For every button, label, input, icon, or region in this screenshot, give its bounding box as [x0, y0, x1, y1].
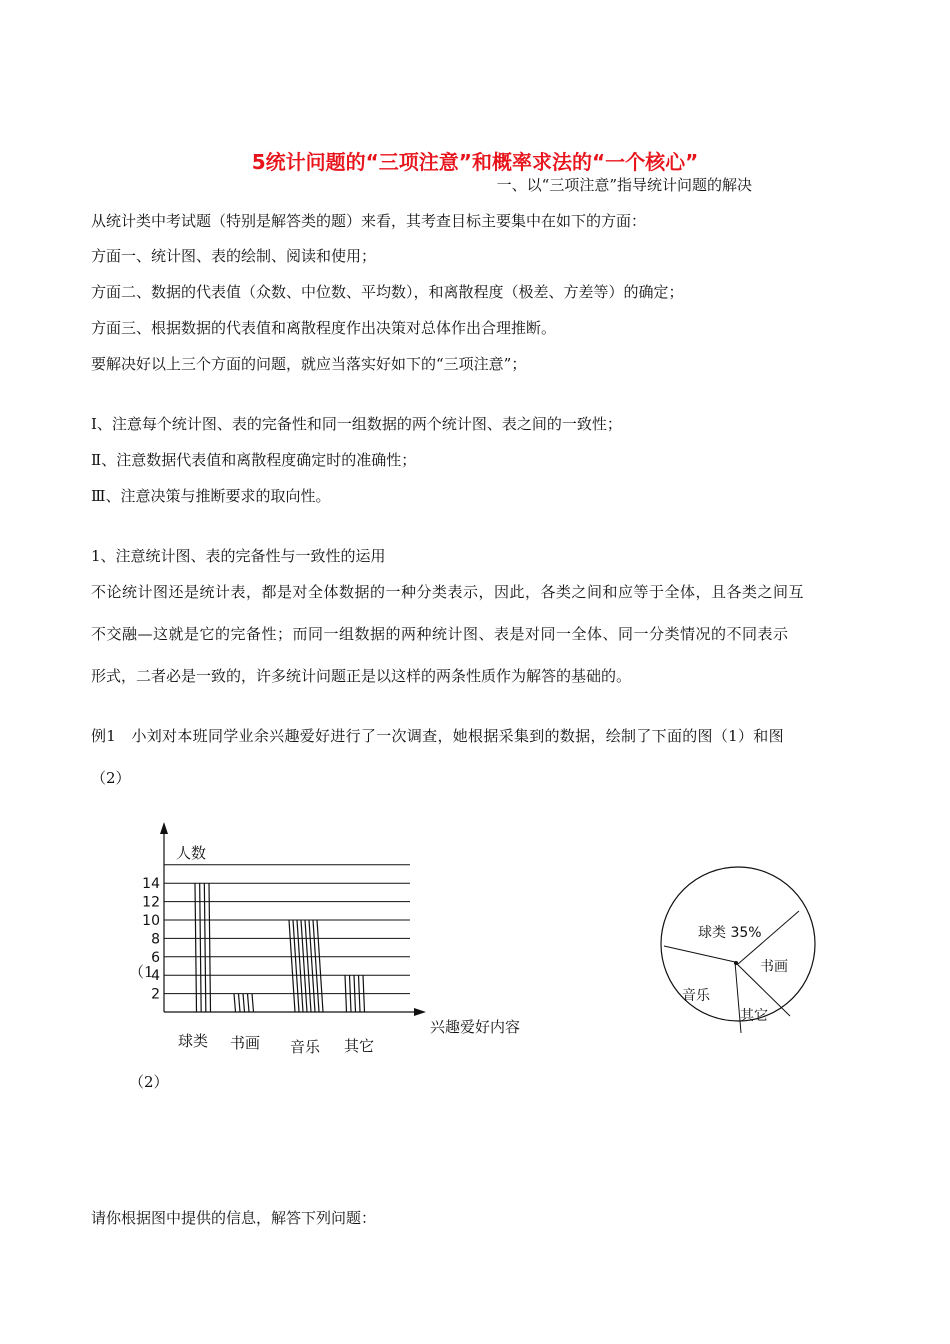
numbered-item: Ⅲ、注意决策与推断要求的取向性。 [91, 487, 331, 505]
paragraph: 方面一、统计图、表的绘制、阅读和使用； [91, 247, 377, 265]
y-axis-label: 人数 [176, 844, 207, 862]
bar-stroke [359, 975, 361, 1012]
x-category-label: 书画 [230, 1034, 261, 1052]
y-tick-labels [142, 876, 160, 1002]
y-tick-label: 14 [142, 876, 160, 893]
x-category-label: 音乐 [290, 1038, 321, 1056]
figure-label: （1 [129, 963, 154, 981]
paragraph: 不论统计图还是统计表，都是对全体数据的一种分类表示，因此，各类之间和应等于全体，且各类之间互 [91, 583, 805, 601]
y-tick-label: 2 [151, 986, 160, 1003]
x-category-label: 球类 [178, 1032, 209, 1050]
y-tick-label: 8 [151, 931, 160, 948]
bar [234, 994, 254, 1012]
question-text: 请你根据图中提供的信息，解答下列问题： [91, 1209, 377, 1227]
example-text: 例1 小刘对本班同学业余兴趣爱好进行了一次调查，她根据采集到的数据，绘制了下面的图（1）和图 [91, 727, 784, 745]
y-tick-label: 6 [151, 949, 160, 966]
paragraph: 要解决好以上三个方面的问题，就应当落实好如下的“三项注意”； [91, 355, 527, 373]
x-category-label: 其它 [344, 1037, 375, 1055]
bar-stroke [195, 883, 197, 1012]
x-axis-label: 兴趣爱好内容 [430, 1018, 521, 1036]
paragraph: 形式，二者必是一致的，许多统计问题正是以这样的两条性质作为解答的基础的。 [91, 667, 632, 685]
pie-label-sports: 球类 35% [698, 925, 762, 941]
y-axis-arrow [160, 822, 168, 834]
bar-stroke [200, 883, 202, 1012]
bar-stroke [248, 994, 250, 1012]
bar-stroke [252, 994, 254, 1012]
x-category-labels [178, 1032, 374, 1056]
bar [195, 883, 211, 1012]
example-text: （2） [91, 769, 131, 787]
bar-stroke [204, 883, 206, 1012]
bar-stroke [239, 994, 241, 1012]
bar-stroke [354, 975, 356, 1012]
y-tick-label: 4 [151, 968, 160, 985]
bar-stroke [243, 994, 245, 1012]
numbered-item: Ⅰ、注意每个统计图、表的完备性和同一组数据的两个统计图、表之间的一致性； [91, 415, 622, 433]
pie-label-other: 其它 [740, 1008, 768, 1024]
section-heading: 一、以“三项注意”指导统计问题的解决 [496, 176, 752, 194]
bars [195, 883, 365, 1012]
bar-stroke [350, 975, 352, 1012]
figure-label: （2） [129, 1073, 169, 1091]
bar-stroke [209, 883, 211, 1012]
bar-stroke [234, 994, 236, 1012]
document-title: 5统计问题的“三项注意”和概率求法的“一个核心” [251, 150, 699, 174]
x-axis-arrow [414, 1008, 426, 1016]
pie-center [734, 961, 738, 965]
paragraph: 从统计类中考试题（特别是解答类的题）来看，其考查目标主要集中在如下的方面： [91, 212, 647, 230]
bar [289, 920, 323, 1012]
pie-chart [661, 867, 815, 1033]
y-tick-label: 10 [142, 913, 160, 929]
bar-stroke [345, 975, 347, 1012]
paragraph: 方面二、数据的代表值（众数、中位数、平均数），和离散程度（极差、方差等）的确定； [91, 283, 684, 301]
subsection-heading: 1、注意统计图、表的完备性与一致性的运用 [91, 547, 386, 565]
paragraph: 不交融—这就是它的完备性；而同一组数据的两种统计图、表是对同一全体、同一分类情况的不同表示 [91, 625, 789, 643]
paragraph: 方面三、根据数据的代表值和离散程度作出决策对总体作出合理推断。 [91, 319, 557, 337]
numbered-item: Ⅱ、注意数据代表值和离散程度确定时的准确性； [91, 451, 417, 469]
bar-stroke [363, 975, 365, 1012]
bar-chart [142, 822, 520, 1056]
y-tick-label: 12 [142, 894, 160, 911]
pie-label-painting: 书画 [760, 959, 788, 975]
pie-divider [664, 946, 735, 962]
pie-label-music: 音乐 [682, 988, 710, 1004]
